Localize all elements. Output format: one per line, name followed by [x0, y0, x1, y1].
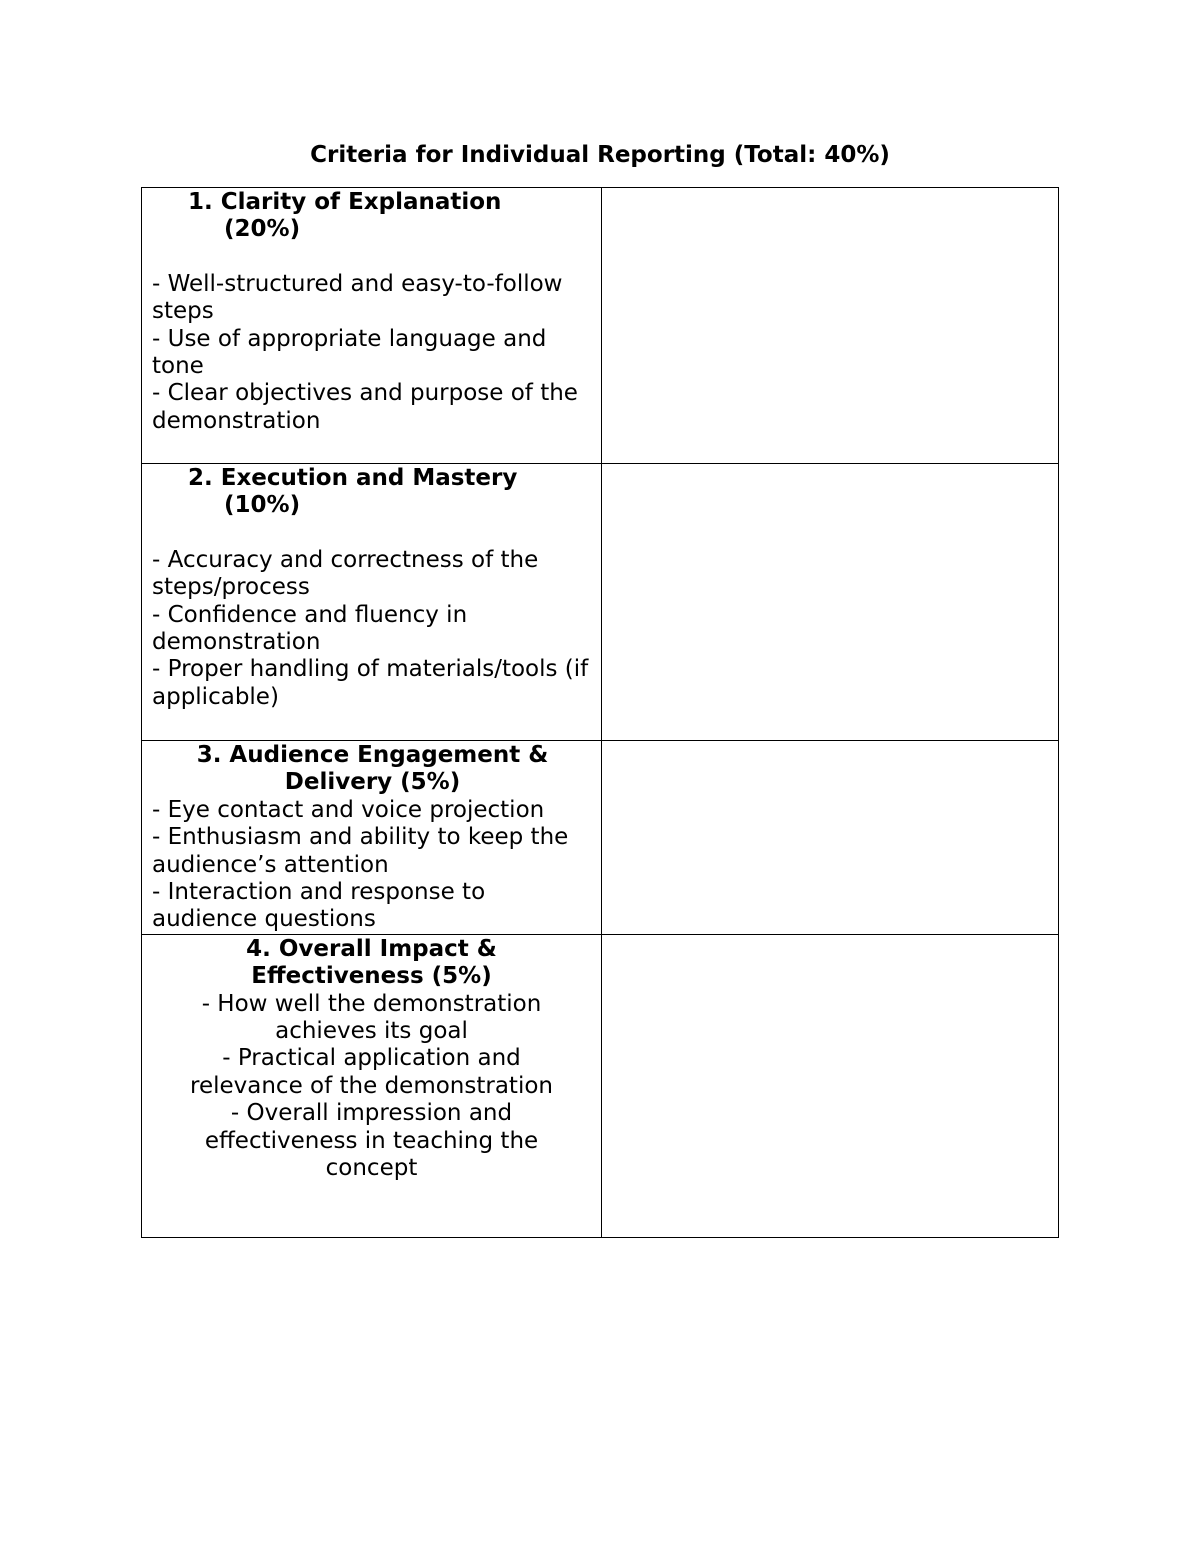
criterion-cell	[142, 934, 602, 1237]
criterion-bullet: - Confidence and fluency in demonstration	[152, 601, 468, 656]
criterion-cell	[142, 464, 602, 741]
criterion-bullet: - Well-structured and easy-to-follow steps	[152, 270, 563, 325]
criterion-heading: 3. Audience Engagement &	[196, 742, 549, 768]
criterion-heading: 2. Execution and Mastery	[188, 465, 518, 491]
page-title: Criteria for Individual Reporting (Total: 40%)	[310, 142, 890, 168]
score-cell[interactable]	[602, 934, 1059, 1237]
criterion-cell	[142, 188, 602, 464]
criterion-heading: 4. Overall Impact &	[246, 935, 497, 962]
criterion-heading: 1. Clarity of Explanation	[188, 189, 502, 215]
criterion-bullet: - How well the demonstration achieves its goal	[201, 990, 542, 1045]
criterion-bullet: - Accuracy and correctness of the steps/process	[152, 546, 539, 601]
score-cell[interactable]	[602, 741, 1059, 935]
score-cell[interactable]	[602, 188, 1059, 464]
criteria-row	[142, 464, 1059, 741]
criteria-row	[142, 188, 1059, 464]
criterion-bullet: - Overall impression and effectiveness in teaching the concept	[204, 1100, 539, 1182]
criteria-row	[142, 934, 1059, 1237]
criterion-bullet: - Enthusiasm and ability to keep the audience’s attention	[152, 824, 569, 878]
criterion-bullet: - Interaction and response to audience questions	[152, 879, 486, 933]
criterion-weight: (20%)	[224, 216, 301, 243]
criterion-bullet: - Practical application and relevance of the demonstration	[190, 1045, 553, 1099]
criterion-cell	[142, 741, 602, 935]
criterion-bullet: - Use of appropriate language and tone	[152, 325, 547, 380]
criterion-weight: Effectiveness (5%)	[251, 963, 492, 990]
criterion-bullet: - Proper handling of materials/tools (if applicable)	[152, 656, 589, 710]
criteria-row	[142, 741, 1059, 935]
criterion-weight: Delivery (5%)	[284, 769, 461, 796]
criterion-bullet: - Eye contact and voice projection	[152, 796, 545, 823]
criterion-weight: (10%)	[224, 492, 301, 519]
score-cell[interactable]	[602, 464, 1059, 741]
criterion-bullet: - Clear objectives and purpose of the demonstration	[152, 380, 578, 434]
criteria-table	[141, 187, 1059, 1238]
